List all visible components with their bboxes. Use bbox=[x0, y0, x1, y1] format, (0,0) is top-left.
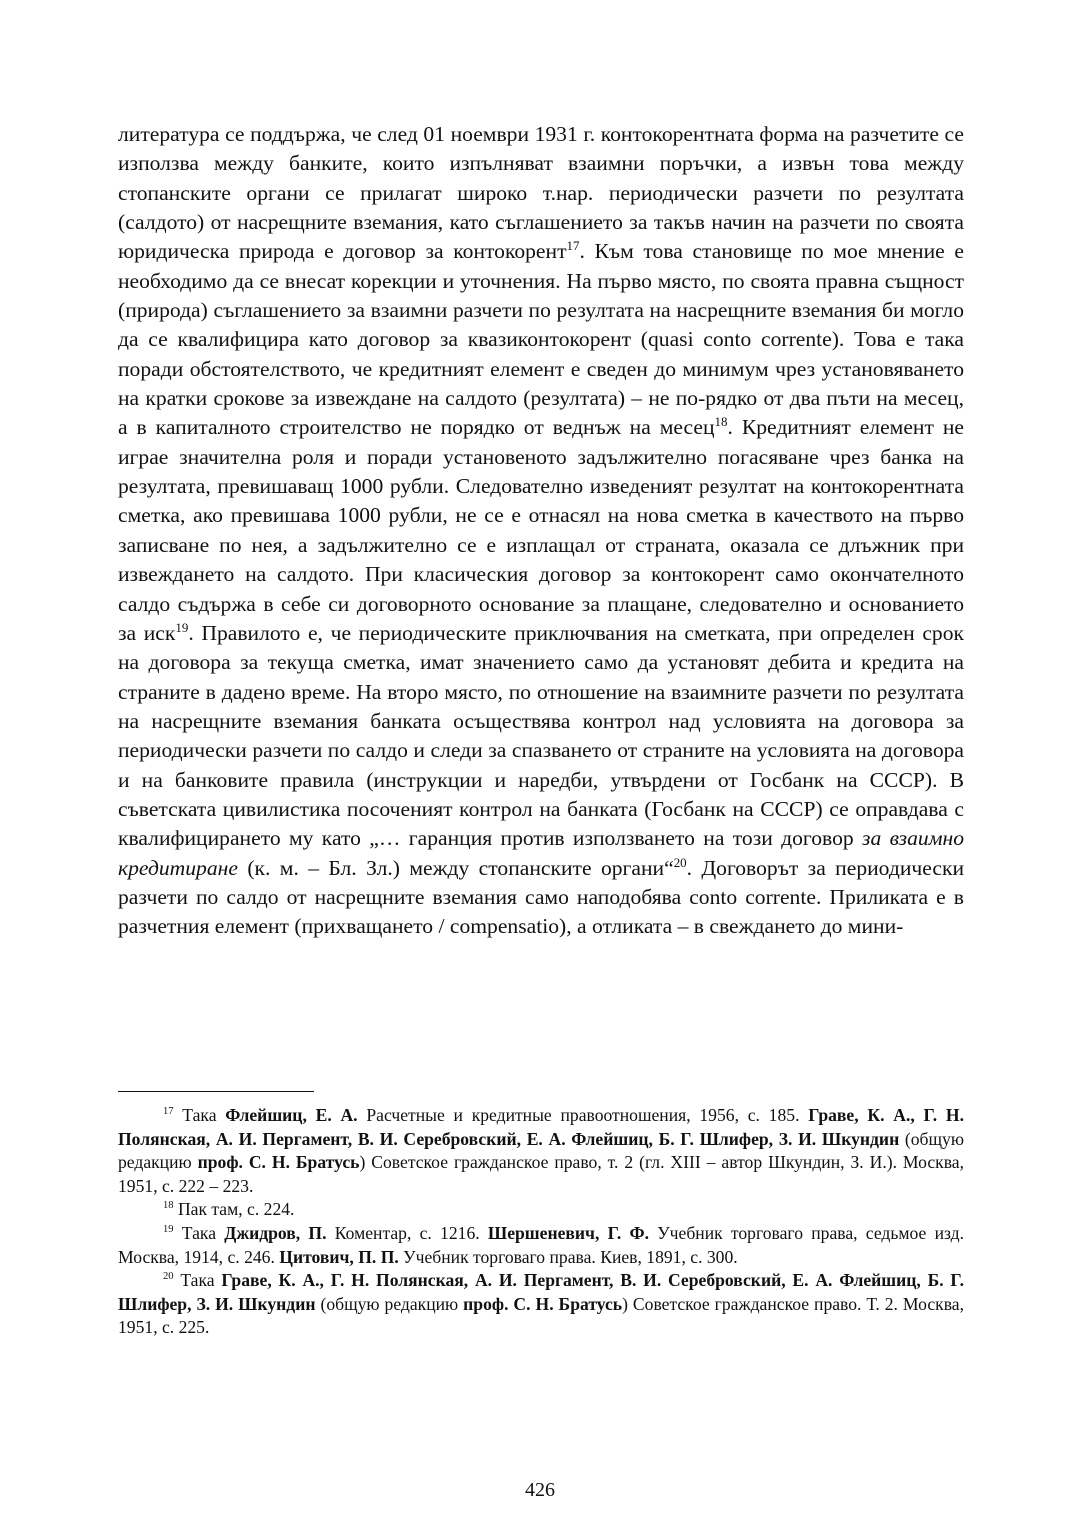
footnote-separator bbox=[118, 1091, 314, 1092]
footnote-author: Граве, К. А., Г. Н. Полянская, А. И. Пергамент, В. И. Серебровский, Е. А. Флейшиц, Б. Г. Шлифер, З. И. Шкундин bbox=[118, 1105, 964, 1149]
footnote-text: Учебник торговаго права. Киев, 1891, с. 300. bbox=[398, 1246, 738, 1267]
footnote-20 bbox=[118, 1269, 964, 1340]
footnote-text: Така bbox=[173, 1270, 222, 1291]
footnote-author: Флейшиц, Е. А. bbox=[225, 1105, 358, 1125]
body-segment-5: (к. м. – Бл. Зл.) между стопанските органи“ bbox=[237, 855, 674, 880]
footnote-text: ) Советское гражданское право, т. 2 (гл. XIII – автор Шкундин, З. И.). Москва, 1951, с. 222 – 223. bbox=[118, 1152, 964, 1196]
body-segment-4: . Правилото е, че периодическите приключвания на сметката, при определен срок на договора за текуща сметка, имат значението само да установят дебита и кредита на страните в дадено време. На второ място, по отношение на взаимните разчети по резултата на насрещните вземания банката осъществява контрол над условията на договора за периодически разчети по салдо и следи за спазването от страните на условията на договора и на банковите правила (инструкции и наредби, утвърдени от Госбанк на СССР). В съветската цивилистика посоченият контрол на банката (Госбанк на СССР) се оправдава с квалифицирането му като „… гаранция против използването на този договор bbox=[118, 620, 964, 851]
footnote-ref-17: 17 bbox=[566, 238, 580, 254]
footnote-author: проф. С. Н. Братусь bbox=[197, 1152, 360, 1173]
footnote-number: 18 bbox=[163, 1200, 174, 1212]
footnote-text: Коментар, с. 1216. bbox=[326, 1222, 488, 1243]
footnote-ref-19: 19 bbox=[175, 619, 189, 635]
footnotes bbox=[118, 1104, 964, 1340]
body-italic-emphasis: за взаимно кредитиране bbox=[118, 826, 964, 880]
footnote-author: Граве, К. А., Г. Н. Полянская, А. И. Пергамент, В. И. Серебровский, Е. А. Флейшиц, Б. Г. Шлифер, З. И. Шкундин bbox=[118, 1270, 965, 1314]
footnote-18 bbox=[118, 1198, 964, 1222]
footnote-author: Шершеневич, Г. Ф. bbox=[487, 1222, 649, 1243]
footnote-text: Пак там, с. 224. bbox=[173, 1199, 295, 1220]
footnote-text: Така bbox=[173, 1105, 226, 1125]
footnote-19 bbox=[118, 1222, 964, 1269]
page-number: 426 bbox=[525, 1479, 555, 1501]
footnote-text: Учебник торговаго права, седьмое изд. Москва, 1914, с. 246. bbox=[118, 1222, 964, 1267]
footnote-author: Джидров, П. bbox=[224, 1222, 327, 1243]
footnote-17 bbox=[118, 1104, 964, 1198]
footnote-ref-18: 18 bbox=[714, 414, 728, 430]
footnote-author: проф. С. Н. Братусь bbox=[463, 1293, 623, 1314]
footnote-text: (общую редакцию bbox=[118, 1128, 965, 1173]
footnote-ref-20: 20 bbox=[673, 854, 687, 870]
body-segment-3: . Кредитният елемент не играе значителна роля и поради установеното задължително погасяване чрез банка на резултата, превишаващ 1000 рубли. Следователно изведеният резултат на контокорентната сметка, ако превишава 1000 рубли, не се е отнасял на нова сметка в качеството на първо записване по нея, а задължително се е изплащал от страната, оказала се длъжник при извеждането на салдото. При класическия договор за контокорент само окончателното салдо съдържа в себе си договорното основание за плащане, следователно и основанието за иск bbox=[118, 415, 964, 645]
body-text bbox=[118, 120, 964, 942]
footnote-text: ) Советское гражданское право. Т. 2. Москва, 1951, с. 225. bbox=[118, 1293, 964, 1338]
body-segment-2: . Към това становище по мое мнение е необходимо да се внесат корекции и уточнения. На първо място, по своята правна същност (природа) съглашението за взаимни разчети по резултата на насрещните вземания би могло да се квалифицира като договор за квазиконтокорент (quasi conto corrente). Това е така поради обстоятелството, че кредитният елемент е сведен до минимум чрез установяването на кратки срокове за извеждане на салдото (резултата) – не по-рядко от два пъти на месец, а в капиталното строителство не порядко от веднъж на месец bbox=[118, 239, 964, 440]
footnote-number: 19 bbox=[163, 1224, 174, 1236]
footnote-number: 17 bbox=[163, 1106, 174, 1118]
footnote-author: Цитович, П. П. bbox=[279, 1246, 399, 1267]
body-segment-1: литература се поддържа, че след 01 ноември 1931 г. контокорентната форма на разчетите се използва между банките, които изпълняват взаимни поръчки, а извън това между стопанските органи се прилагат широко т.нар. периодически разчети по резултата (салдото) от насрещните вземания, като съглашението за такъв начин на разчети по своята юридическа природа е договор за контокорент bbox=[118, 122, 964, 264]
footnote-number: 20 bbox=[163, 1271, 174, 1283]
body-segment-6: . Договорът за периодически разчети по салдо от насрещните вземания само наподобява conto corrente. Приликата е в разчетния елемент (прихващането / compensatio), а отликата – в свеждането до мини- bbox=[118, 855, 965, 939]
footnote-text: Расчетные и кредитные правоотношения, 1956, с. 185. bbox=[357, 1105, 809, 1125]
footnote-text: (общую редакцию bbox=[315, 1293, 464, 1314]
footnote-text: Така bbox=[173, 1222, 225, 1243]
